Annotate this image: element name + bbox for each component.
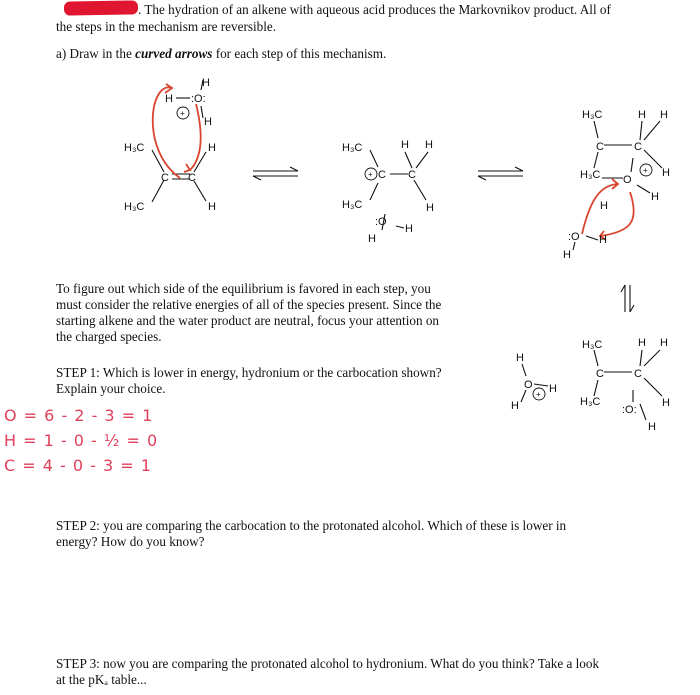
atom-h-1e: H bbox=[204, 116, 212, 128]
part-a-suffix: for each step of this mechanism. bbox=[212, 46, 387, 61]
atom-h-5b: H bbox=[660, 337, 668, 349]
atom-o-4: O bbox=[524, 379, 533, 391]
atom-c-5b: C bbox=[634, 368, 642, 380]
atom-c-1b: C bbox=[188, 172, 196, 184]
step1-question: STEP 1: Which is lower in energy, hydronium or the carbocation shown? bbox=[56, 365, 442, 380]
atom-h-2a: H bbox=[401, 139, 409, 151]
atom-h-3g: H bbox=[563, 249, 571, 261]
atom-c-5a: C bbox=[596, 368, 604, 380]
atom-h-2e: H bbox=[368, 233, 376, 245]
atom-h3c-3b: H₃C bbox=[580, 169, 601, 181]
charge-3: + bbox=[643, 166, 648, 175]
atom-h-3d: H bbox=[651, 191, 659, 203]
handwritten-line-2: H = 1 - 0 - ½ = 0 bbox=[4, 431, 159, 450]
atom-h-3f: H bbox=[599, 234, 607, 246]
atom-h-4a: H bbox=[516, 352, 524, 364]
step3-followup: at the pKₐ table... bbox=[56, 672, 147, 687]
atom-h-3c: H bbox=[662, 167, 670, 179]
atom-h-3a: H bbox=[638, 109, 646, 121]
step2-question: STEP 2: you are comparing the carbocation to the protonated alcohol. Which of these is lower in bbox=[56, 518, 567, 533]
atom-h-2b: H bbox=[425, 139, 433, 151]
paragraph-line-3: starting alkene and the water product are neutral, focus your attention on bbox=[56, 313, 440, 328]
paragraph-line-2: must consider the relative energies of all of the species present. Since the bbox=[56, 297, 442, 312]
atom-h-2d: H bbox=[405, 223, 413, 235]
atom-h-1a: H bbox=[208, 142, 216, 154]
atom-c-2a: C bbox=[378, 169, 386, 181]
atom-h-5c: H bbox=[662, 397, 670, 409]
intro-line-2: the steps in the mechanism are reversible. bbox=[56, 19, 277, 34]
atom-h-2c: H bbox=[426, 202, 434, 214]
atom-h3c-2b: H₃C bbox=[342, 199, 363, 211]
atom-h-4c: H bbox=[511, 400, 519, 412]
atom-h-5a: H bbox=[638, 337, 646, 349]
atom-h-3e: H bbox=[600, 200, 608, 212]
atom-h3c-5b: H₃C bbox=[580, 396, 601, 408]
charge-2: + bbox=[368, 170, 373, 179]
part-a-emphasis: curved arrows bbox=[135, 46, 213, 61]
handwritten-line-3: C = 4 - 0 - 3 = 1 bbox=[4, 456, 152, 475]
atom-o-1: :O: bbox=[191, 93, 206, 105]
atom-h3c-3a: H₃C bbox=[582, 109, 603, 121]
atom-c-1a: C bbox=[161, 172, 169, 184]
atom-c-2b: C bbox=[408, 169, 416, 181]
step3-question: STEP 3: now you are comparing the protonated alcohol to hydronium. What do you think? Take a look bbox=[56, 656, 600, 671]
paragraph-line-1: To figure out which side of the equilibrium is favored in each step, you bbox=[56, 281, 431, 296]
atom-h3c-1a: H₃C bbox=[124, 142, 145, 154]
intro-line-1: . The hydration of an alkene with aqueous acid produces the Markovnikov product. All of bbox=[138, 2, 611, 17]
atom-h3c-2a: H₃C bbox=[342, 142, 363, 154]
step1-explain: Explain your choice. bbox=[56, 381, 166, 396]
step2-followup: energy? How do you know? bbox=[56, 534, 205, 549]
atom-h-1d: H bbox=[202, 77, 210, 89]
atom-o-3: O bbox=[623, 174, 632, 186]
charge-4: + bbox=[536, 390, 541, 399]
atom-o-3b: :O bbox=[568, 231, 580, 243]
charge-1: + bbox=[180, 109, 185, 118]
atom-c-3a: C bbox=[596, 141, 604, 153]
atom-h-5d: H bbox=[648, 421, 656, 433]
atom-o-5: :O: bbox=[622, 404, 637, 416]
atom-h-3b: H bbox=[660, 109, 668, 121]
atom-h3c-1b: H₃C bbox=[124, 201, 145, 213]
atom-h-4b: H bbox=[549, 383, 557, 395]
paragraph-line-4: the charged species. bbox=[56, 329, 162, 344]
atom-o-2: :O bbox=[375, 216, 387, 228]
atom-h-1c: H bbox=[165, 93, 173, 105]
atom-h3c-5a: H₃C bbox=[582, 339, 603, 351]
part-a-prefix: a) Draw in the bbox=[56, 46, 136, 61]
atom-h-1b: H bbox=[208, 201, 216, 213]
atom-c-3b: C bbox=[634, 141, 642, 153]
handwritten-line-1: O = 6 - 2 - 3 = 1 bbox=[4, 406, 154, 425]
